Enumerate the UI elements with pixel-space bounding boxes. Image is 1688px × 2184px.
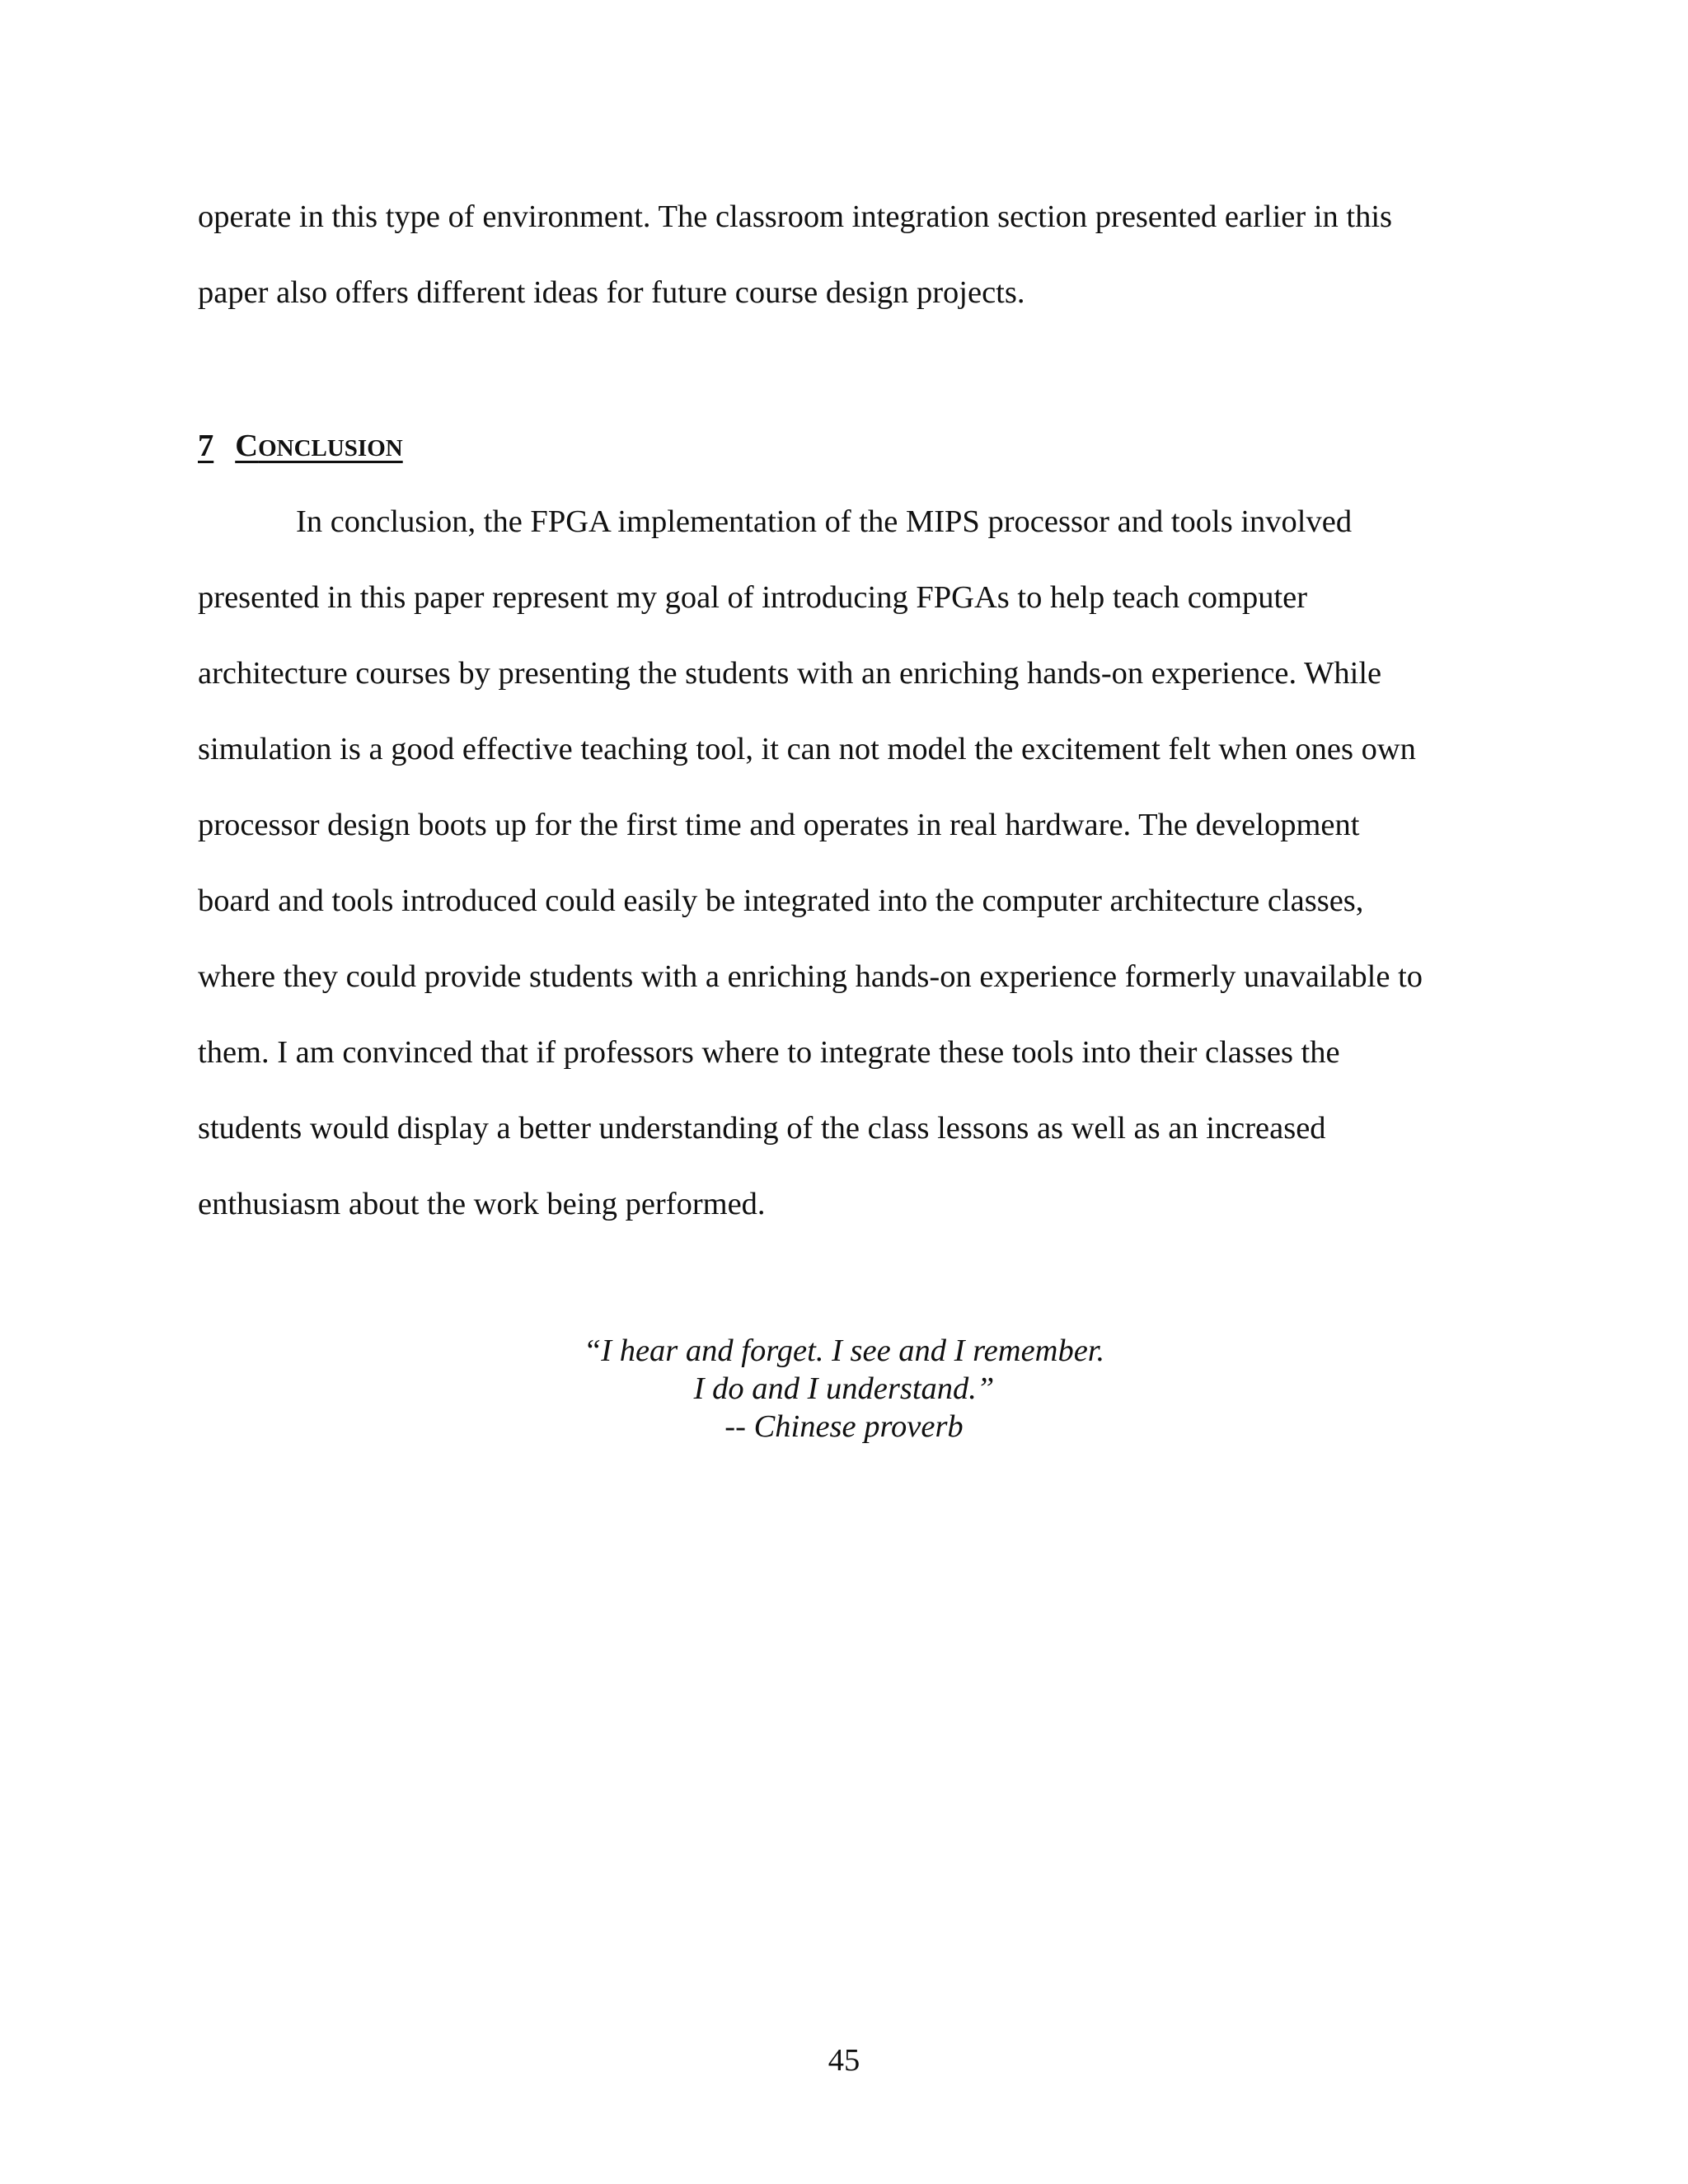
page-number: 45 [828, 2043, 860, 2078]
body-line-2: presented in this paper represent my goal of introducing FPGAs to help teach computer [198, 580, 1308, 615]
body-line-1: In conclusion, the FPGA implementation of the MIPS processor and tools involved [296, 504, 1353, 539]
quote-line-2: I do and I understand.” [693, 1371, 995, 1406]
body-line-9: students would display a better understanding of the class lessons as well as an increased [198, 1111, 1326, 1146]
quote-line-1: “I hear and forget. I see and I remember. [583, 1333, 1105, 1368]
quote-attribution: -- Chinese proverb [724, 1409, 964, 1444]
body-line-3: architecture courses by presenting the students with an enriching hands-on experience. While [198, 656, 1382, 691]
body-line-7: where they could provide students with a enriching hands-on experience formerly unavailable to [198, 959, 1423, 994]
section-heading [198, 427, 403, 467]
body-line-4: simulation is a good effective teaching tool, it can not model the excitement felt when ones own [198, 732, 1416, 766]
body-line-10: enthusiasm about the work being performed. [198, 1187, 766, 1221]
section-title-initial: C [235, 429, 259, 463]
section-number: 7 [198, 429, 214, 463]
body-line-5: processor design boots up for the first time and operates in real hardware. The development [198, 808, 1360, 842]
section-title-rest: ONCLUSION [258, 435, 403, 462]
body-line-8: them. I am convinced that if professors where to integrate these tools into their classes the [198, 1035, 1340, 1070]
intro-line-1: operate in this type of environment. The classroom integration section presented earlier in this [198, 199, 1393, 234]
body-line-6: board and tools introduced could easily be integrated into the computer architecture classes, [198, 883, 1364, 918]
intro-line-2: paper also offers different ideas for future course design projects. [198, 275, 1025, 310]
